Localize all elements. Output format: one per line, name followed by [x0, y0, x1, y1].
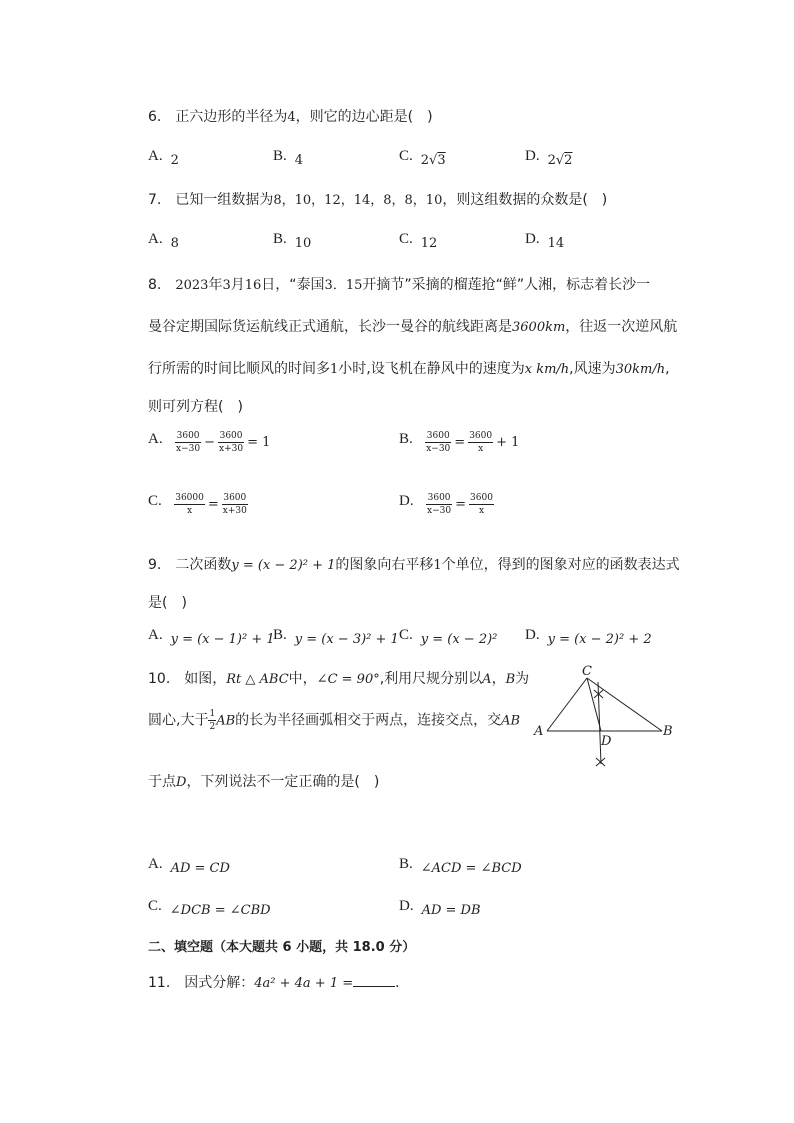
- q9-option-c[interactable]: C. y = (x − 2)²: [399, 627, 498, 647]
- q6-text-a: 6. 正六边形的半径为: [148, 109, 288, 125]
- q6-number: 4: [287, 110, 296, 125]
- question-7: 7. 已知一组数据为8，10，12，14，8，8，10，则这组数据的众数是( ): [148, 192, 608, 208]
- q9-option-b[interactable]: B. y = (x − 3)² + 1: [273, 627, 399, 647]
- question-11: 11. 因式分解：4a² + 4a + 1 = .: [148, 975, 400, 991]
- fraction: $\frac{36000}{x}$: [175, 493, 204, 516]
- q8-option-b[interactable]: B. $\frac{3600}{x-30}$ = $\frac{3600}{x}$ + 1: [399, 430, 520, 454]
- fraction-half: $\frac{1}{2}$: [209, 709, 216, 732]
- label-d: D: [601, 734, 612, 749]
- q9-option-d[interactable]: D. y = (x − 2)² + 2: [525, 627, 652, 647]
- fraction: $\frac{3600}{x}$: [469, 431, 493, 454]
- question-9-line-2: 是( ): [148, 595, 187, 611]
- fraction: $\frac{3600}{x}$: [470, 493, 493, 516]
- q7-option-b[interactable]: B. 10: [273, 231, 312, 251]
- fraction: $\frac{3600}{x+30}$: [219, 431, 244, 454]
- question-8-line-2: 曼谷定期国际货运航线正式通航，长沙一曼谷的航线距离是3600km，往返一次逆风航: [148, 319, 678, 335]
- answer-blank[interactable]: [353, 974, 395, 987]
- q9-option-a[interactable]: A. y = (x − 1)² + 1: [148, 627, 275, 647]
- q6-option-d[interactable]: D. 2√2: [525, 148, 573, 168]
- question-8-line-4: 则可列方程( ): [148, 399, 243, 415]
- q7-option-c[interactable]: C. 12: [399, 231, 438, 251]
- q6-text-b: ，则它的边心距是( ): [295, 109, 433, 125]
- q6-option-a[interactable]: A. 2: [148, 148, 179, 168]
- q7-option-d[interactable]: D. 14: [525, 231, 565, 251]
- q10-option-c[interactable]: C. ∠DCB = ∠CBD: [148, 898, 271, 918]
- triangle-figure: [525, 660, 685, 775]
- fraction: $\frac{3600}{x-30}$: [426, 431, 451, 454]
- question-10-line-3: 于点D，下列说法不一定正确的是( ): [148, 774, 380, 790]
- fraction: $\frac{3600}{x-30}$: [176, 431, 201, 454]
- question-9-line-1: 9. 二次函数y = (x − 2)² + 1的图象向右平移1个单位，得到的图象对应的函数表达式: [148, 557, 680, 573]
- q6-option-c[interactable]: C. 2√3: [399, 148, 446, 168]
- question-10-line-1: 10. 如图，Rt △ ABC中，∠C = 90°,利用尺规分别以A，B为: [148, 671, 530, 687]
- section-fill-in-title: 二、填空题（本大题共 6 小题，共 18.0 分）: [148, 940, 416, 955]
- q8-option-c[interactable]: C. $\frac{36000}{x}$ = $\frac{3600}{x+30}$: [148, 492, 247, 516]
- q7-data: 8，10，12，14，8，8，10: [273, 193, 443, 208]
- q7-option-a[interactable]: A. 8: [148, 231, 179, 251]
- question-8-line-3: 行所需的时间比顺风的时间多1小时,设飞机在静风中的速度为x km/h,风速为30km/h,: [148, 361, 670, 377]
- question-8-line-1: 8. 2023年3月16日，“泰国3．15开摘节”采摘的榴莲抢“鲜”人湘，标志着长沙一: [148, 277, 651, 293]
- q10-option-b[interactable]: B. ∠ACD = ∠BCD: [399, 856, 522, 876]
- question-6: [148, 106, 433, 126]
- question-10-line-2: 圆心,大于 $\frac{1}{2}$ AB的长为半径画弧相交于两点，连接交点，交AB: [148, 709, 521, 732]
- label-a: A: [534, 724, 544, 739]
- q8-option-a[interactable]: A. $\frac{3600}{x-30}$ − $\frac{3600}{x+30}$ = 1: [148, 430, 271, 454]
- q8-option-d[interactable]: D. $\frac{3600}{x-30}$ = $\frac{3600}{x}$: [399, 492, 493, 516]
- q10-option-a[interactable]: A. AD = CD: [148, 856, 230, 876]
- label-b: B: [663, 724, 673, 739]
- label-c: C: [582, 664, 592, 679]
- q6-option-b[interactable]: B. 4: [273, 148, 304, 168]
- q10-option-d[interactable]: D. AD = DB: [399, 898, 481, 918]
- fraction: $\frac{3600}{x-30}$: [427, 493, 452, 516]
- fraction: $\frac{3600}{x+30}$: [222, 493, 247, 516]
- segment-ac: [547, 678, 587, 731]
